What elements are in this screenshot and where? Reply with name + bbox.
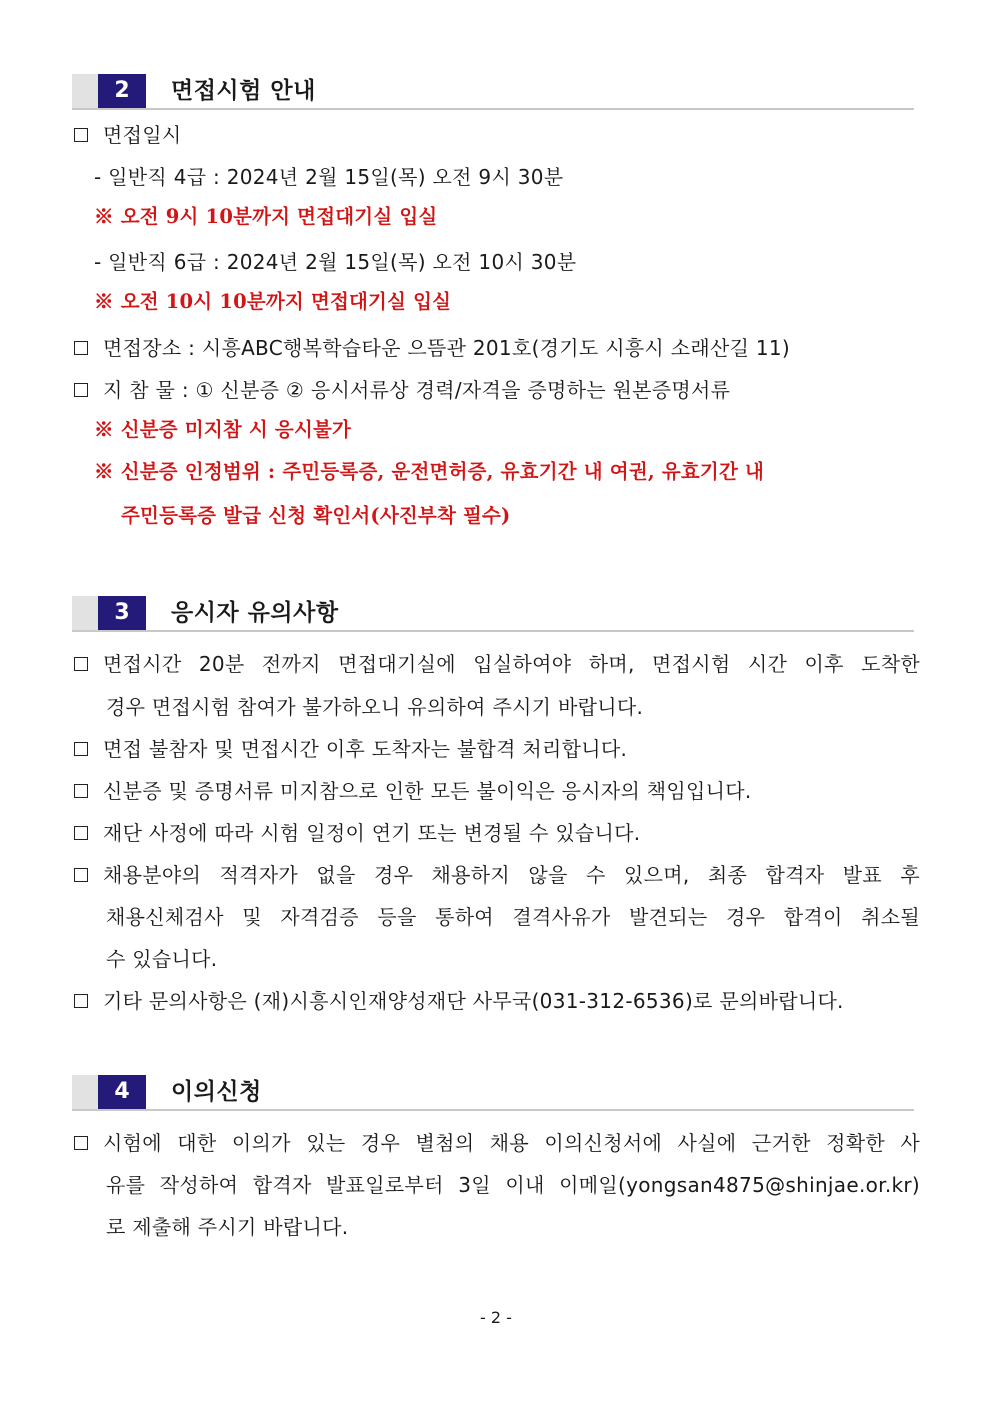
checkbox-square-icon: [74, 868, 88, 882]
section-title: 응시자 유의사항: [171, 600, 339, 626]
section-number: 2: [98, 74, 146, 108]
section-header-3: [72, 596, 914, 632]
checkbox-square-icon: [74, 341, 88, 355]
checkbox-square-icon: [74, 657, 88, 671]
checkbox-square-icon: [74, 383, 88, 397]
section-header-4: [72, 1075, 914, 1111]
section-number: 4: [98, 1075, 146, 1109]
required-items: 지 참 물 : ① 신분증 ② 응시서류상 경력/자격을 증명하는 원본증명서류: [74, 376, 730, 404]
notice-item-2: 면접 불참자 및 면접시간 이후 도착자는 불합격 처리합니다.: [74, 735, 627, 763]
schedule-grade6-note: ※ 오전 10시 10분까지 면접대기실 입실: [94, 290, 452, 313]
schedule-grade4-note: ※ 오전 9시 10분까지 면접대기실 입실: [94, 205, 438, 228]
notice-item-5-line-3: 수 있습니다.: [106, 947, 218, 971]
section-title: 이의신청: [171, 1079, 262, 1105]
section-header-accent: [72, 74, 98, 108]
notice-item-4: 재단 사정에 따라 시험 일정이 연기 또는 변경될 수 있습니다.: [74, 819, 640, 847]
notice-item-1-line-1: 면접시간 20분 전까지 면접대기실에 입실하여야 하며, 면접시험 시간 이후 도착한: [74, 650, 920, 678]
section-title: 면접시험 안내: [171, 78, 316, 104]
objection-line-2: 유를 작성하여 합격자 발표일로부터 3일 이내 이메일(yongsan4875@shinjae.or.kr): [106, 1173, 920, 1197]
section-header-accent: [72, 1075, 98, 1109]
id-range-note: ※ 신분증 인정범위 : 주민등록증, 운전면허증, 유효기간 내 여권, 유효기간 내: [94, 460, 765, 483]
notice-item-3: 신분증 및 증명서류 미지참으로 인한 모든 불이익은 응시자의 책임입니다.: [74, 777, 752, 805]
checkbox-square-icon: [74, 826, 88, 840]
checkbox-square-icon: [74, 994, 88, 1008]
section-header-accent: [72, 596, 98, 630]
id-required-note: ※ 신분증 미지참 시 응시불가: [94, 418, 352, 441]
schedule-grade4: - 일반직 4급 : 2024년 2월 15일(목) 오전 9시 30분: [94, 165, 564, 189]
objection-line-1: 시험에 대한 이의가 있는 경우 별첨의 채용 이의신청서에 사실에 근거한 정확한 사: [74, 1129, 920, 1157]
checkbox-square-icon: [74, 128, 88, 142]
notice-item-1-line-2: 경우 면접시험 참여가 불가하오니 유의하여 주시기 바랍니다.: [106, 695, 644, 719]
checkbox-square-icon: [74, 742, 88, 756]
interview-date-heading: 면접일시: [74, 121, 181, 149]
schedule-grade6: - 일반직 6급 : 2024년 2월 15일(목) 오전 10시 30분: [94, 250, 577, 274]
section-number: 3: [98, 596, 146, 630]
checkbox-square-icon: [74, 1136, 88, 1150]
page-number: - 2 -: [480, 1308, 512, 1327]
id-range-note-cont: 주민등록증 발급 신청 확인서(사진부착 필수): [121, 504, 511, 527]
notice-item-5-line-1: 채용분야의 적격자가 없을 경우 채용하지 않을 수 있으며, 최종 합격자 발표 후: [74, 861, 920, 889]
notice-item-6: 기타 문의사항은 (재)시흥시인재양성재단 사무국(031-312-6536)로 문의바랍니다.: [74, 987, 844, 1015]
notice-item-5-line-2: 채용신체검사 및 자격검증 등을 통하여 결격사유가 발견되는 경우 합격이 취소될: [106, 905, 920, 929]
interview-place: 면접장소 : 시흥ABC행복학습타운 으뜸관 201호(경기도 시흥시 소래산길 11): [74, 334, 790, 362]
checkbox-square-icon: [74, 784, 88, 798]
objection-line-3: 로 제출해 주시기 바랍니다.: [106, 1215, 349, 1239]
section-header-2: [72, 74, 914, 110]
